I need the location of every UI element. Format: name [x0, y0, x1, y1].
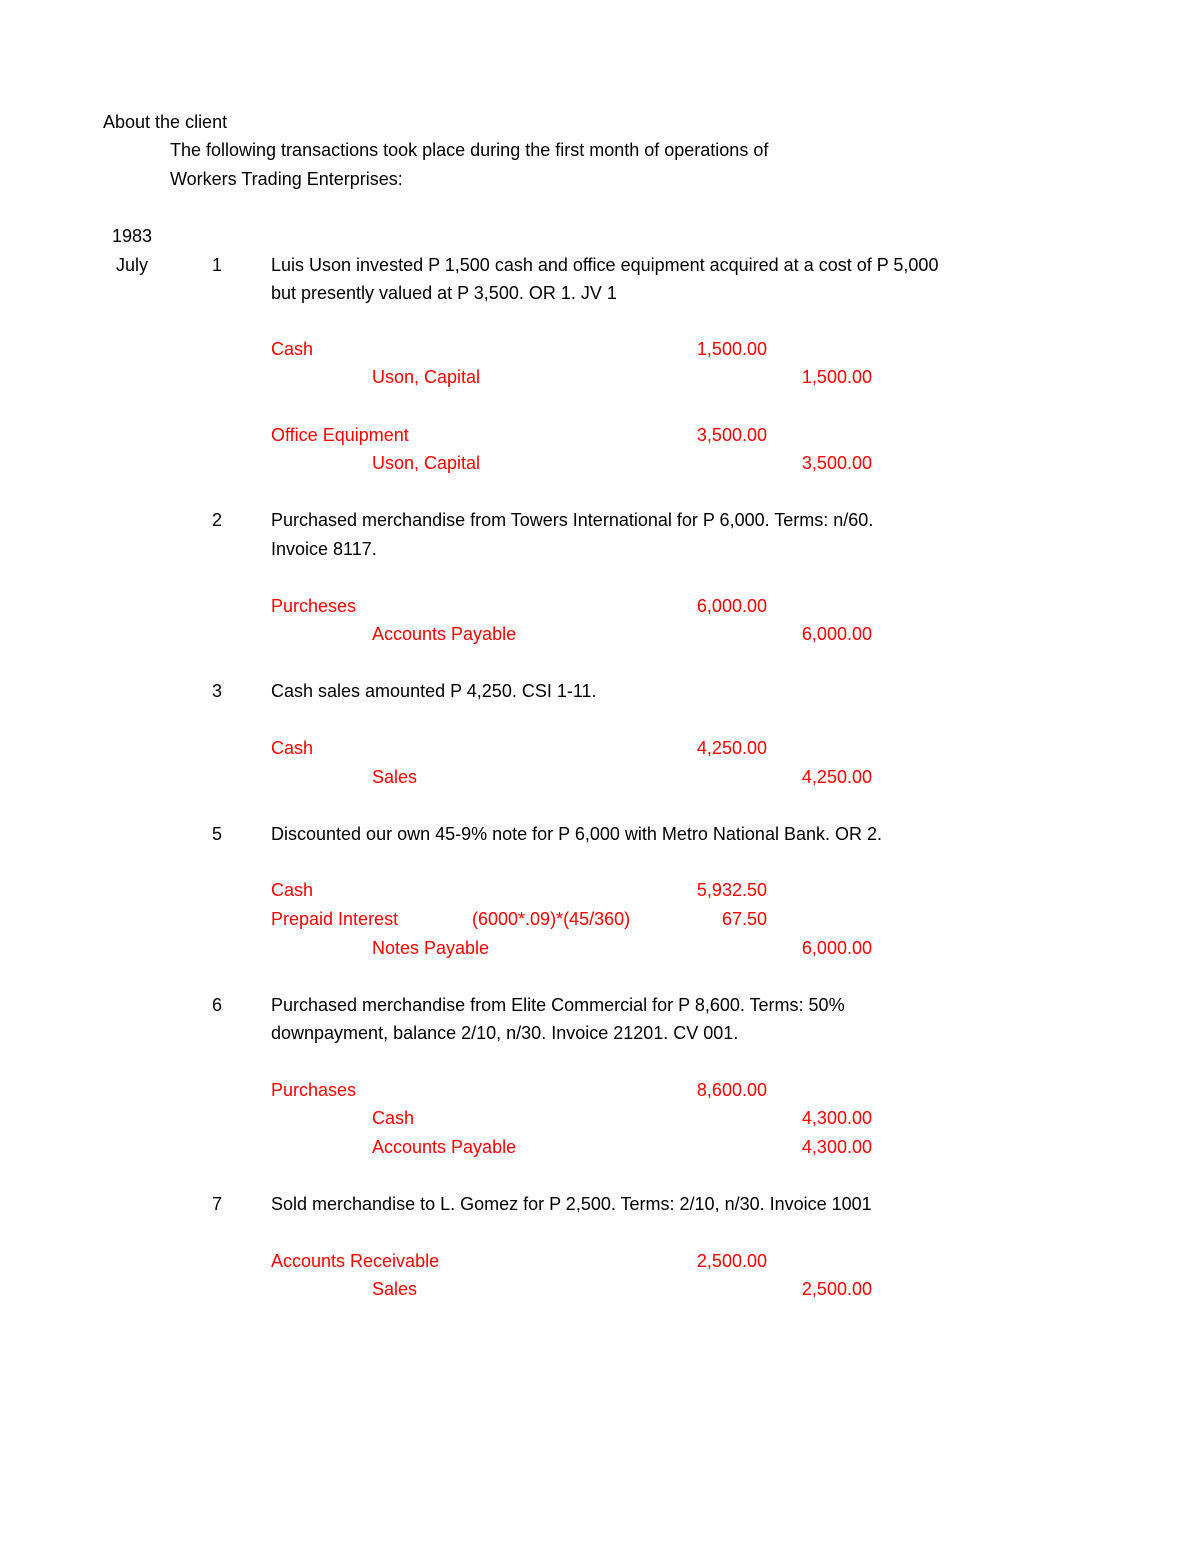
credit-account: Notes Payable [372, 938, 490, 958]
debit-amount: 8,600.00 [696, 1080, 767, 1100]
credit-amount: 3,500.00 [801, 453, 872, 473]
debit-account: Office Equipment [271, 425, 409, 445]
credit-account: Accounts Payable [372, 624, 517, 644]
debit-amount: 5,932.50 [696, 880, 767, 900]
transaction-day: 5 [212, 824, 223, 844]
debit-account: Cash [271, 880, 314, 900]
debit-amount: 6,000.00 [696, 596, 767, 616]
transaction-description: Purchased merchandise from Towers International for P 6,000. Terms: n/60. [271, 510, 874, 530]
debit-account: Cash [271, 738, 314, 758]
credit-amount: 6,000.00 [801, 624, 872, 644]
debit-amount: 2,500.00 [696, 1251, 767, 1271]
debit-amount: 4,250.00 [696, 738, 767, 758]
credit-amount: 6,000.00 [801, 938, 872, 958]
credit-amount: 4,300.00 [801, 1137, 872, 1157]
debit-account: Accounts Receivable [271, 1251, 440, 1271]
transaction-day: 7 [212, 1194, 223, 1214]
debit-amount: 1,500.00 [696, 339, 767, 359]
credit-account: Accounts Payable [372, 1137, 517, 1157]
debit-account: Prepaid Interest [271, 909, 399, 929]
credit-account: Sales [372, 767, 418, 787]
credit-amount: 1,500.00 [801, 367, 872, 387]
interest-formula: (6000*.09)*(45/360) [472, 909, 631, 929]
credit-account: Sales [372, 1279, 418, 1299]
debit-account: Cash [271, 339, 314, 359]
transaction-description: Purchased merchandise from Elite Commercial for P 8,600. Terms: 50% [271, 995, 845, 1015]
debit-amount: 3,500.00 [696, 425, 767, 445]
transaction-description: Cash sales amounted P 4,250. CSI 1-11. [271, 681, 597, 701]
transaction-description: Sold merchandise to L. Gomez for P 2,500. Terms: 2/10, n/30. Invoice 1001 [271, 1194, 872, 1214]
transaction-day: 1 [212, 255, 223, 275]
transaction-description: downpayment, balance 2/10, n/30. Invoice 21201. CV 001. [271, 1023, 739, 1043]
transaction-day: 3 [212, 681, 223, 701]
credit-account: Cash [372, 1108, 415, 1128]
transaction-day: 6 [212, 995, 223, 1015]
month-label: July [116, 255, 149, 275]
debit-account: Purchases [271, 1080, 357, 1100]
credit-account: Uson, Capital [372, 367, 481, 387]
credit-account: Uson, Capital [372, 453, 481, 473]
transaction-description: Luis Uson invested P 1,500 cash and office equipment acquired at a cost of P 5,000 [271, 255, 939, 275]
debit-account: Purcheses [271, 596, 357, 616]
debit-amount: 67.50 [721, 909, 767, 929]
credit-amount: 4,300.00 [801, 1108, 872, 1128]
transaction-description: Discounted our own 45-9% note for P 6,000 with Metro National Bank. OR 2. [271, 824, 882, 844]
credit-amount: 2,500.00 [801, 1279, 872, 1299]
intro-line-2: Workers Trading Enterprises: [170, 169, 403, 189]
intro-line-1: The following transactions took place during the first month of operations of [170, 140, 769, 160]
year-label: 1983 [112, 226, 153, 246]
transaction-day: 2 [212, 510, 223, 530]
credit-amount: 4,250.00 [801, 767, 872, 787]
transaction-description: but presently valued at P 3,500. OR 1. JV 1 [271, 283, 617, 303]
document-title: About the client [103, 112, 228, 132]
transaction-description: Invoice 8117. [271, 539, 377, 559]
